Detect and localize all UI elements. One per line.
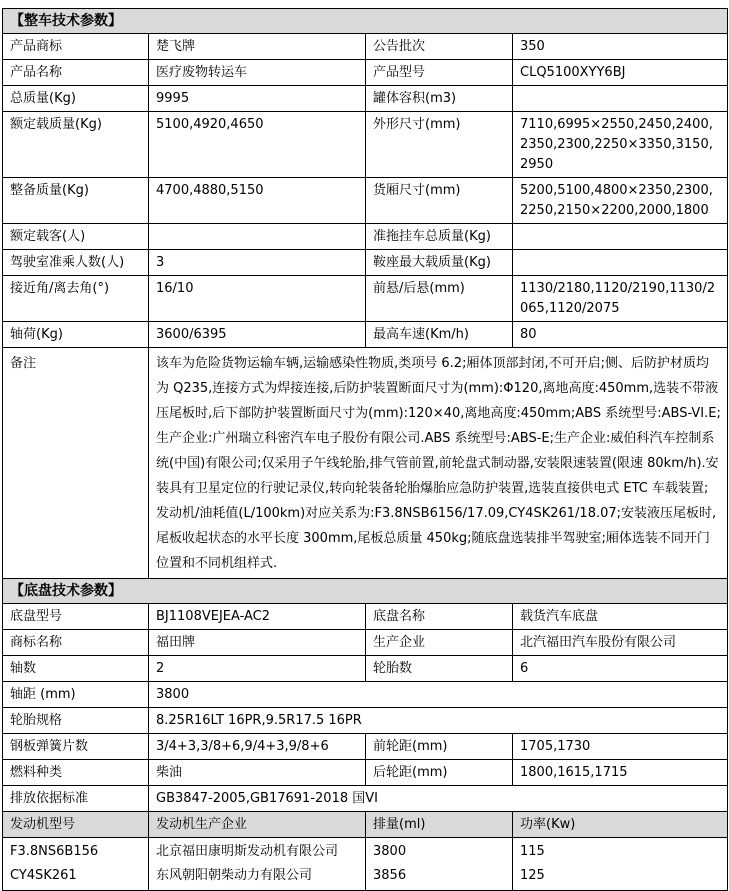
param-value	[513, 250, 728, 276]
param-label: 准拖挂车总质量(Kg)	[366, 224, 513, 250]
param-value: 柴油	[149, 760, 366, 786]
param-label: 轮胎规格	[3, 708, 149, 734]
param-value	[513, 224, 728, 250]
param-label: 公告批次	[366, 34, 513, 60]
engine-displacement: 3856	[373, 868, 407, 883]
param-label: 产品商标	[3, 34, 149, 60]
param-value: CLQ5100XYY6BJ	[513, 60, 728, 86]
engine-power-header: 功率(Kw)	[513, 812, 728, 838]
param-label: 轴距 (mm)	[3, 682, 149, 708]
engine-displacement: 3800	[373, 844, 407, 859]
table-row	[3, 734, 728, 760]
spec-sheet	[2, 8, 727, 891]
table-row	[3, 60, 728, 86]
param-label: 排放依据标准	[3, 786, 149, 812]
param-value: 1130/2180,1120/2190,1130/2065,1120/2075	[513, 276, 728, 322]
param-label: 鞍座最大载质量(Kg)	[366, 250, 513, 276]
param-label: 驾驶室准乘人数(人)	[3, 250, 149, 276]
param-label: 前悬/后悬(mm)	[366, 276, 513, 322]
table-row	[3, 682, 728, 708]
param-label: 总质量(Kg)	[3, 86, 149, 112]
param-label: 轮胎数	[366, 656, 513, 682]
param-value: 80	[513, 322, 728, 348]
param-value: 5200,5100,4800×2350,2300,2250,2150×2200,2000,1800	[513, 178, 728, 224]
param-value: 7110,6995×2550,2450,2400,2350,2300,2250×3350,3150,2950	[513, 112, 728, 178]
table-row	[3, 224, 728, 250]
param-label: 燃料种类	[3, 760, 149, 786]
param-label: 生产企业	[366, 630, 513, 656]
param-label: 前轮距(mm)	[366, 734, 513, 760]
engine-data-row	[3, 838, 728, 891]
table-row	[3, 322, 728, 348]
table-row	[3, 112, 728, 178]
param-label: 轴荷(Kg)	[3, 322, 149, 348]
engine-displacement-header: 排量(ml)	[366, 812, 513, 838]
table-row	[3, 276, 728, 322]
param-value: GB3847-2005,GB17691-2018 国VI	[149, 786, 728, 812]
remarks-row	[3, 348, 728, 579]
param-label: 整备质量(Kg)	[3, 178, 149, 224]
engine-power-cell	[513, 838, 728, 891]
param-label: 额定载质量(Kg)	[3, 112, 149, 178]
param-label: 后轮距(mm)	[366, 760, 513, 786]
param-label: 接近角/离去角(°)	[3, 276, 149, 322]
param-value: 16/10	[149, 276, 366, 322]
table-row	[3, 786, 728, 812]
table-row	[3, 630, 728, 656]
table-row	[3, 86, 728, 112]
param-label: 轴数	[3, 656, 149, 682]
vehicle-section-header-row	[3, 9, 728, 34]
chassis-section-header-row	[3, 579, 728, 604]
param-value: 3/4+3,3/8+6,9/4+3,9/8+6	[149, 734, 366, 760]
engine-model-cell	[3, 838, 149, 891]
engine-power: 115	[520, 844, 545, 859]
engine-model: CY4SK261	[10, 868, 77, 883]
engine-model: F3.8NS6B156	[10, 844, 99, 859]
engine-power: 125	[520, 868, 545, 883]
engine-displacement-cell	[366, 838, 513, 891]
param-value: 1705,1730	[513, 734, 728, 760]
param-value: 5100,4920,4650	[149, 112, 366, 178]
engine-model-header: 发动机型号	[3, 812, 149, 838]
param-value: 1800,1615,1715	[513, 760, 728, 786]
table-row	[3, 708, 728, 734]
param-value: 9995	[149, 86, 366, 112]
spec-table	[2, 8, 728, 891]
param-label: 产品型号	[366, 60, 513, 86]
table-row	[3, 34, 728, 60]
param-label: 钢板弹簧片数	[3, 734, 149, 760]
engine-manufacturer-header: 发动机生产企业	[149, 812, 366, 838]
chassis-section-title: 【底盘技术参数】	[3, 579, 728, 604]
engine-header-row	[3, 812, 728, 838]
table-row	[3, 250, 728, 276]
param-label: 最高车速(Km/h)	[366, 322, 513, 348]
param-value: 2	[149, 656, 366, 682]
table-row	[3, 656, 728, 682]
param-value: 医疗废物转运车	[149, 60, 366, 86]
param-label: 底盘名称	[366, 604, 513, 630]
remarks-label: 备注	[3, 348, 149, 579]
param-value: BJ1108VEJEA-AC2	[149, 604, 366, 630]
vehicle-section-title: 【整车技术参数】	[3, 9, 728, 34]
param-value: 4700,4880,5150	[149, 178, 366, 224]
param-value	[149, 224, 366, 250]
param-value	[513, 86, 728, 112]
param-value: 6	[513, 656, 728, 682]
param-value: 福田牌	[149, 630, 366, 656]
param-label: 产品名称	[3, 60, 149, 86]
engine-manufacturer-cell	[149, 838, 366, 891]
param-value: 3600/6395	[149, 322, 366, 348]
engine-manufacturer: 北京福田康明斯发动机有限公司	[156, 844, 339, 859]
table-row	[3, 760, 728, 786]
table-row	[3, 604, 728, 630]
param-value: 350	[513, 34, 728, 60]
param-value: 3	[149, 250, 366, 276]
param-value: 楚飞牌	[149, 34, 366, 60]
param-label: 底盘型号	[3, 604, 149, 630]
param-label: 外形尺寸(mm)	[366, 112, 513, 178]
param-label: 罐体容积(m3)	[366, 86, 513, 112]
param-label: 额定载客(人)	[3, 224, 149, 250]
param-label: 货厢尺寸(mm)	[366, 178, 513, 224]
param-value: 北汽福田汽车股份有限公司	[513, 630, 728, 656]
param-value: 8.25R16LT 16PR,9.5R17.5 16PR	[149, 708, 728, 734]
table-row	[3, 178, 728, 224]
param-value: 3800	[149, 682, 728, 708]
engine-manufacturer: 东风朝阳朝柴动力有限公司	[156, 868, 313, 883]
param-label: 商标名称	[3, 630, 149, 656]
remarks-text: 该车为危险货物运输车辆,运输感染性物质,类项号 6.2;厢体顶部封闭,不可开启;侧、后防护材质均为 Q235,连接方式为焊接连接,后防护装置断面尺寸为(mm):Φ120,离地高度:450mm,选装不带液压尾板时,后下部防护装置断面尺寸为(mm):120×40,离地高度:450mm;ABS 系统型号:ABS-VI.E;生产企业:广州瑞立科密汽车电子股份有限公司.ABS 系统型号:ABS-E;生产企业:威伯科汽车控制系统(中国)有限公司;仅采用子午线轮胎,排气管前置,前轮盘式制动器,安装限速装置(限速 80km/h).安装具有卫星定位的行驶记录仪,转向轮装备轮胎爆胎应急防护装置,选装直接供电式 ETC 车载装置;发动机/油耗值(L/100km)对应关系为:F3.8NSB6156/17.09,CY4SK261/18.07;安装液压尾板时,尾板收起状态的水平长度 300mm,尾板总质量 450kg;随底盘选装排半驾驶室;厢体选装不同开门位置和不同机组样式.	[149, 348, 728, 579]
param-value: 载货汽车底盘	[513, 604, 728, 630]
